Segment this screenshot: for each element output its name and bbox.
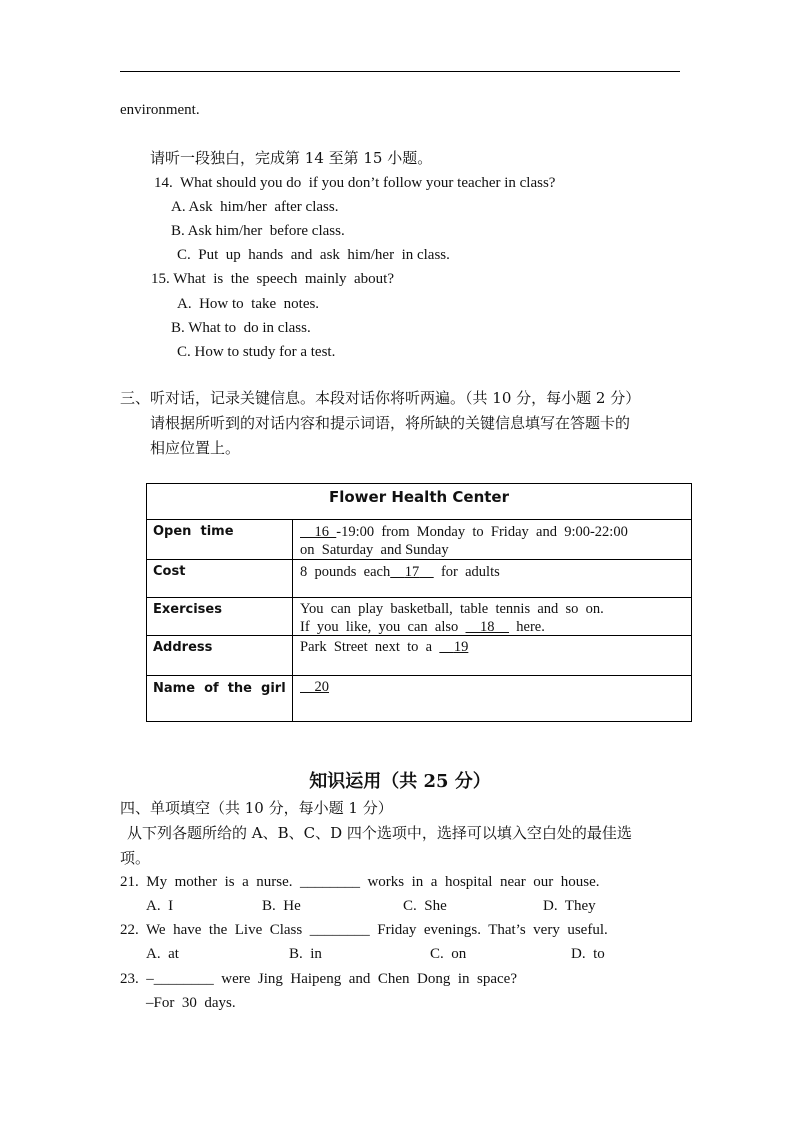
question-21-option-b: B. He — [262, 898, 301, 914]
exercises-text-before: If you like, you can also — [300, 619, 466, 635]
address-text-before: Park Street next to a — [300, 639, 440, 655]
question-14-stem: 14. What should you do if you don’t follow your teacher in class? — [154, 175, 556, 191]
question-21-option-d: D. They — [543, 898, 596, 914]
monologue-instruction: 请听一段独白，完成第 14 至第 15 小题。 — [150, 149, 433, 167]
cost-text-after: for adults — [433, 564, 500, 580]
row-value-exercises — [300, 618, 685, 636]
continued-text: environment. — [120, 102, 200, 118]
knowledge-section-title: 知识运用（共 25 分） — [309, 771, 491, 792]
question-23-stem: 23. –________ were Jing Haipeng and Chen Dong in space? — [120, 971, 518, 987]
open-time-line1: -19:00 from Monday to Friday and 9:00-22:00 — [336, 524, 628, 540]
question-22-option-b: B. in — [289, 946, 322, 962]
table-divider — [147, 559, 691, 560]
blank-18 — [466, 619, 510, 635]
question-15-stem: 15. What is the speech mainly about? — [151, 271, 394, 287]
section-3-instruction-line2: 相应位置上。 — [150, 439, 241, 457]
table-divider — [147, 597, 691, 598]
blank-16-number: 16 — [314, 524, 329, 540]
blank-20-number: 20 — [314, 679, 329, 695]
blank-19 — [439, 639, 468, 655]
question-15-option-a: A. How to take notes. — [177, 296, 320, 312]
section-3-heading: 三、听对话，记录关键信息。本段对话你将听两遍。（共 10 分，每小题 2 分） — [120, 389, 641, 407]
row-value-name-of-girl — [300, 678, 685, 696]
open-time-line2: on Saturday and Sunday — [300, 542, 449, 558]
question-14-option-a: A. Ask him/her after class. — [171, 199, 339, 215]
question-21-option-a: A. I — [146, 898, 174, 914]
table-column-divider — [292, 519, 293, 721]
question-21-option-c: C. She — [403, 898, 447, 914]
table-divider — [147, 519, 691, 520]
blank-20 — [300, 679, 329, 695]
row-label-name-of-girl: Name of the girl — [153, 681, 286, 696]
question-21-stem: 21. My mother is a nurse. ________ works in a hospital near our house. — [120, 874, 600, 890]
exercises-text-after: here. — [509, 619, 545, 635]
question-14-option-c: C. Put up hands and ask him/her in class. — [177, 247, 450, 263]
row-value-open-time — [300, 523, 685, 541]
blank-17 — [390, 564, 434, 580]
row-label-address: Address — [153, 640, 213, 655]
section-4-heading: 四、单项填空（共 10 分，每小题 1 分） — [120, 799, 393, 817]
section-3-instruction-line1: 请根据所听到的对话内容和提示词语，将所缺的关键信息填写在答题卡的 — [150, 414, 631, 432]
question-15-option-b: B. What to do in class. — [171, 320, 311, 336]
cost-text-before: 8 pounds each — [300, 564, 391, 580]
blank-16 — [300, 524, 336, 540]
exercises-line1: You can play basketball, table tennis and so on. — [300, 601, 604, 617]
header-rule — [120, 71, 680, 72]
question-22-option-d: D. to — [571, 946, 605, 962]
section-4-instruction-line1: 从下列各题所给的 A、B、C、D 四个选项中，选择可以填入空白处的最佳选 — [127, 824, 632, 842]
row-label-open-time: Open time — [153, 524, 234, 539]
info-table — [146, 483, 692, 722]
question-15-option-c: C. How to study for a test. — [177, 344, 336, 360]
section-4-instruction-line2: 项。 — [120, 849, 151, 867]
row-label-cost: Cost — [153, 564, 186, 579]
question-22-option-c: C. on — [430, 946, 467, 962]
question-22-option-a: A. at — [146, 946, 179, 962]
blank-17-number: 17 — [404, 564, 420, 580]
row-value-address — [300, 638, 685, 656]
table-title: Flower Health Center — [328, 488, 509, 506]
blank-19-number: 19 — [453, 639, 469, 655]
blank-18-number: 18 — [480, 619, 495, 635]
question-22-stem: 22. We have the Live Class ________ Friday evenings. That’s very useful. — [120, 922, 608, 938]
row-value-cost — [300, 563, 685, 581]
question-14-option-b: B. Ask him/her before class. — [171, 223, 345, 239]
row-label-exercises: Exercises — [153, 602, 222, 617]
table-divider — [147, 675, 691, 676]
question-23-answer-line: –For 30 days. — [146, 995, 236, 1011]
